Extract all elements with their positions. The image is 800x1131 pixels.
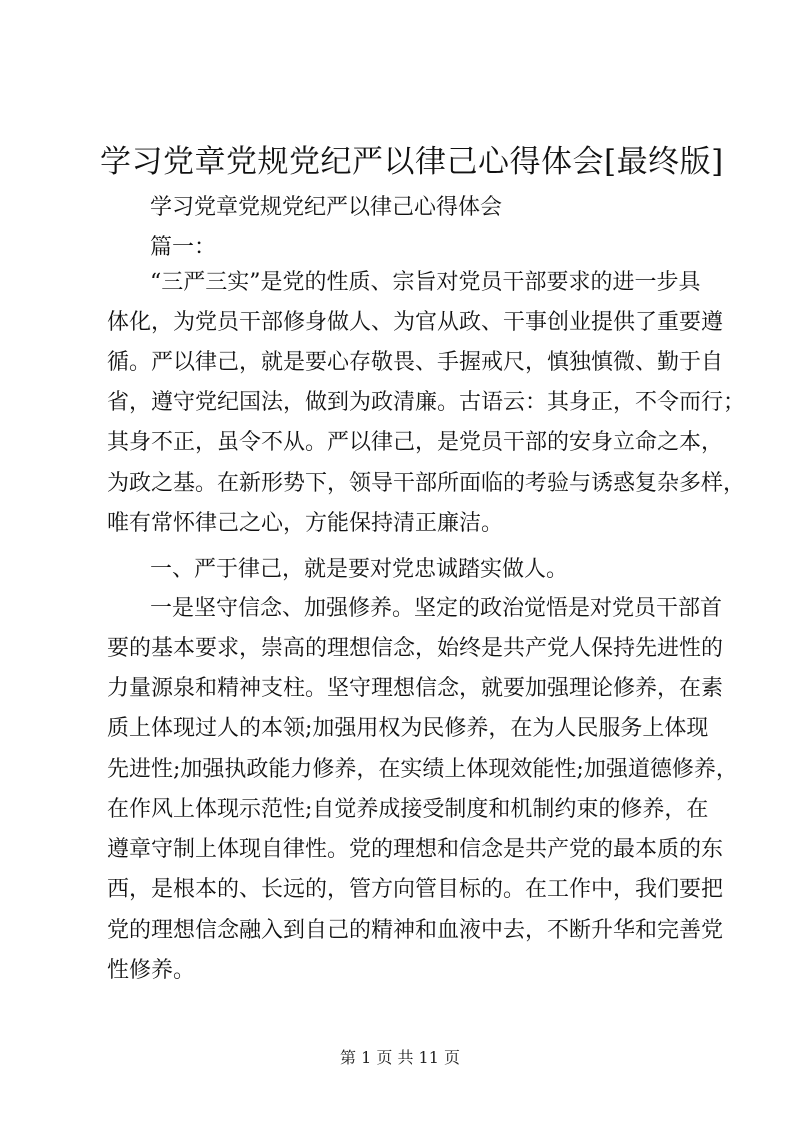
paragraph-line: 一是坚守信念、加强修养。坚定的政治觉悟是对党员干部首 [150,596,723,621]
paragraph-line: 唯有常怀律己之心，方能保持清正廉洁。 [107,511,504,536]
paragraph-line: 循。严以律己，就是要心存敬畏、手握戒尺，慎独慎微、勤于自 [107,350,724,375]
paragraph-line: 省，遵守党纪国法，做到为政清廉。古语云：其身正，不令而行； [107,390,746,415]
paragraph-line: 西，是根本的、长远的，管方向管目标的。在工作中，我们要把 [107,877,724,902]
paragraph-line: 遵章守制上体现自律性。党的理想和信念是共产党的最本质的东 [107,837,724,862]
page-footer: 第 1 页 共 11 页 [340,1048,460,1067]
section-heading: 一、严于律己，就是要对党忠诚踏实做人。 [150,557,569,582]
document-title: 学习党章党规党纪严以律己心得体会[最终版] [100,144,724,180]
paragraph-line: 其身不正，虽令不从。严以律己，是党员干部的安身立命之本， [107,430,724,455]
paragraph-line: 党的理想信念融入到自己的精神和血液中去，不断升华和完善党 [107,918,724,943]
paragraph-line: 体化，为党员干部修身做人、为官从政、干事创业提供了重要遵 [107,310,724,335]
subtitle: 学习党章党规党纪严以律己心得体会 [150,195,503,220]
paragraph-line: 质上体现过人的本领;加强用权为民修养，在为人民服务上体现 [107,716,709,741]
section-label: 篇一： [150,235,217,260]
paragraph-line: 性修养。 [107,958,196,983]
paragraph-line: 先进性;加强执政能力修养，在实绩上体现效能性;加强道德修养， [107,757,738,782]
paragraph-line: 在作风上体现示范性;自觉养成接受制度和机制约束的修养，在 [107,797,709,822]
paragraph-line: 为政之基。在新形势下，领导干部所面临的考验与诱惑复杂多样， [107,471,746,496]
paragraph-line: 要的基本要求，崇高的理想信念，始终是共产党人保持先进性的 [107,636,724,661]
paragraph-line: “三严三实”是党的性质、宗旨对党员干部要求的进一步具 [150,270,701,295]
paragraph-line: 力量源泉和精神支柱。坚守理想信念，就要加强理论修养，在素 [107,676,724,701]
